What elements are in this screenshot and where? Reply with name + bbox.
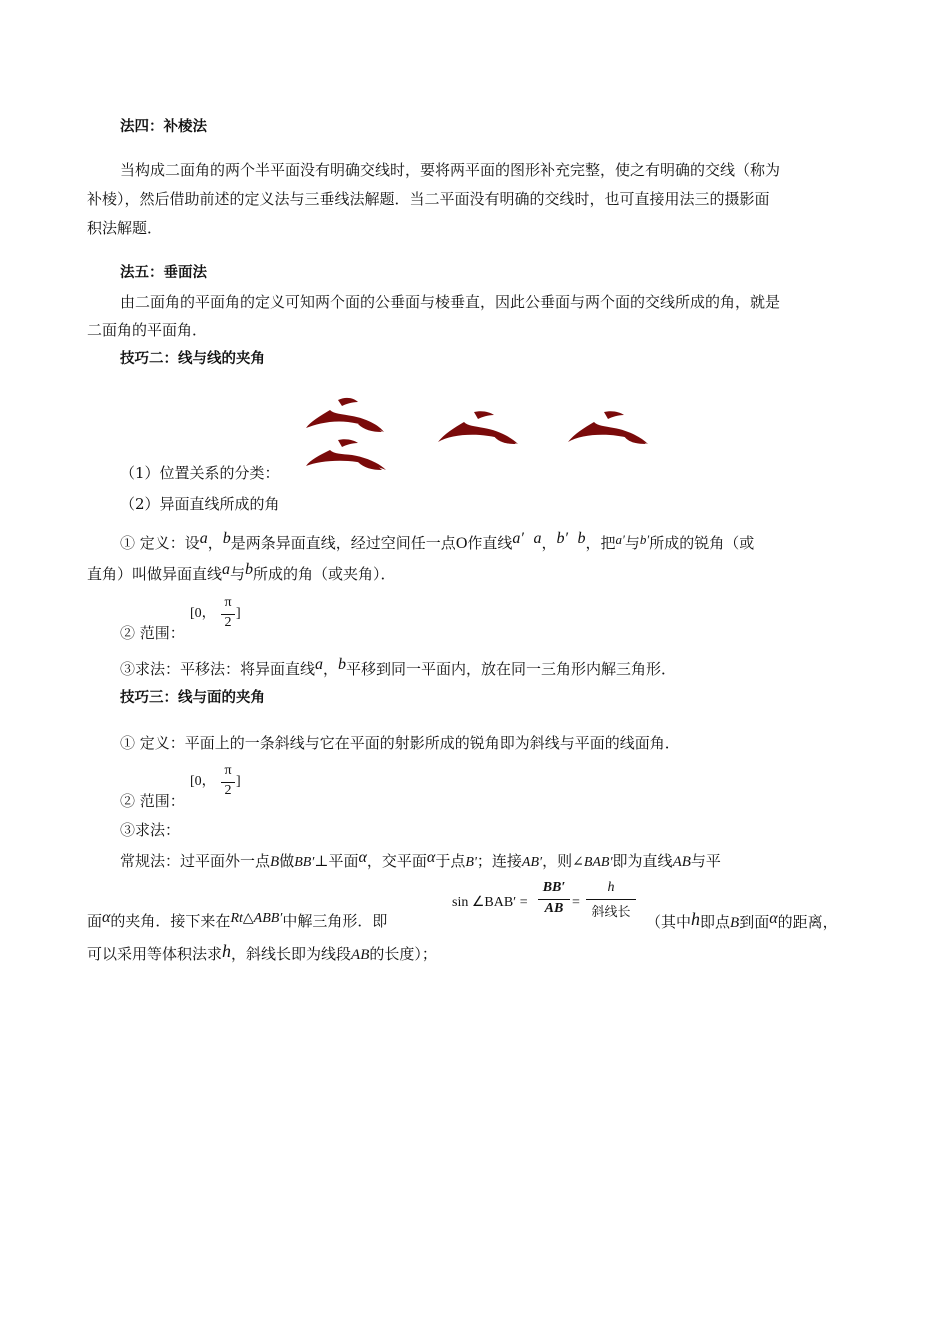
technique-2-definition-line-1: ① 定义：设a，b是两条异面直线，经过空间任一点O作直线a′ a，b′ b，把a′与b′所成的锐角（或 [120, 530, 755, 552]
fraction-1-bar [538, 899, 570, 900]
technique-3-common-method-line-2a: 面α的夹角．接下来在Rt△ABB′中解三角形．即 [87, 909, 388, 930]
technique-3-common-method-line-2b: （其中h即点B到面α的距离， [646, 909, 838, 931]
method-4-line-3: 积法解题． [87, 219, 163, 237]
method-4-line-1: 当构成二面角的两个半平面没有明确交线时，要将两平面的图形补充完整，使之有明确的交线（称为 [120, 161, 781, 179]
technique-3-common-method-line-3: 可以采用等体积法求h，斜线长即为线段AB的长度）； [87, 941, 437, 963]
technique-2-skew-lines-angle: （2）异面直线所成的角 [120, 495, 280, 513]
technique-3-range-two: 2 [224, 783, 232, 798]
technique-3-common-method-line-1: 常规法：过平面外一点B做BB′⊥平面α，交平面α于点B'；连接AB′，则∠BAB′即为直线AB与平 [120, 849, 721, 870]
technique-3-range-close: ] [236, 774, 241, 789]
fraction-1-denominator: AB [544, 901, 564, 916]
calligraphy-glyph-2-icon [434, 410, 520, 450]
fraction-2-bar [586, 899, 636, 900]
technique-2-range-open: [0， [190, 606, 216, 621]
technique-3-range-label: ② 范围： [120, 792, 185, 810]
technique-3-title: 技巧三：线与面的夹角 [120, 690, 265, 706]
method-5-line-2: 二面角的平面角． [87, 321, 208, 339]
technique-3-range-pi: π [224, 763, 232, 778]
technique-2-range-label: ② 范围： [120, 624, 185, 642]
method-4-line-2: 补棱），然后借助前述的定义法与三垂线法解题．当二平面没有明确的交线时，也可直接用法三的摄影面 [87, 190, 770, 208]
technique-3-method-label: ③求法： [120, 821, 181, 839]
fraction-equals: = [572, 895, 580, 910]
sin-angle-formula: sin ∠BAB′ = [452, 895, 528, 910]
technique-3-range-open: [0， [190, 774, 216, 789]
fraction-1-numerator: BB′ [542, 880, 566, 895]
method-4-title: 法四：补棱法 [120, 119, 207, 135]
calligraphy-glyph-1-icon [302, 396, 388, 442]
method-5-line-1: 由二面角的平面角的定义可知两个面的公垂面与棱垂直，因此公垂面与两个面的交线所成的角，就是 [120, 293, 781, 311]
calligraphy-glyph-4-icon [302, 438, 388, 476]
technique-3-definition: ① 定义：平面上的一条斜线与它在平面的射影所成的锐角即为斜线与平面的线面角． [120, 734, 680, 752]
method-5-title: 法五：垂面法 [120, 265, 207, 281]
technique-2-range-close: ] [236, 606, 241, 621]
calligraphy-glyph-3-icon [564, 410, 650, 450]
technique-2-range-pi: π [224, 595, 232, 610]
technique-2-method-line: ③求法：平移法：将异面直线a，b平移到同一平面内，放在同一三角形内解三角形． [120, 656, 677, 678]
technique-2-title: 技巧二：线与线的夹角 [120, 351, 265, 367]
technique-2-definition-line-2: 直角）叫做异面直线a与b所成的角（或夹角）． [87, 561, 396, 583]
technique-2-range-two: 2 [224, 615, 232, 630]
technique-2-position-classes: （1）位置关系的分类： [120, 464, 280, 482]
fraction-2-numerator: h [607, 880, 615, 895]
fraction-2-denominator: 斜线长 [591, 905, 631, 920]
